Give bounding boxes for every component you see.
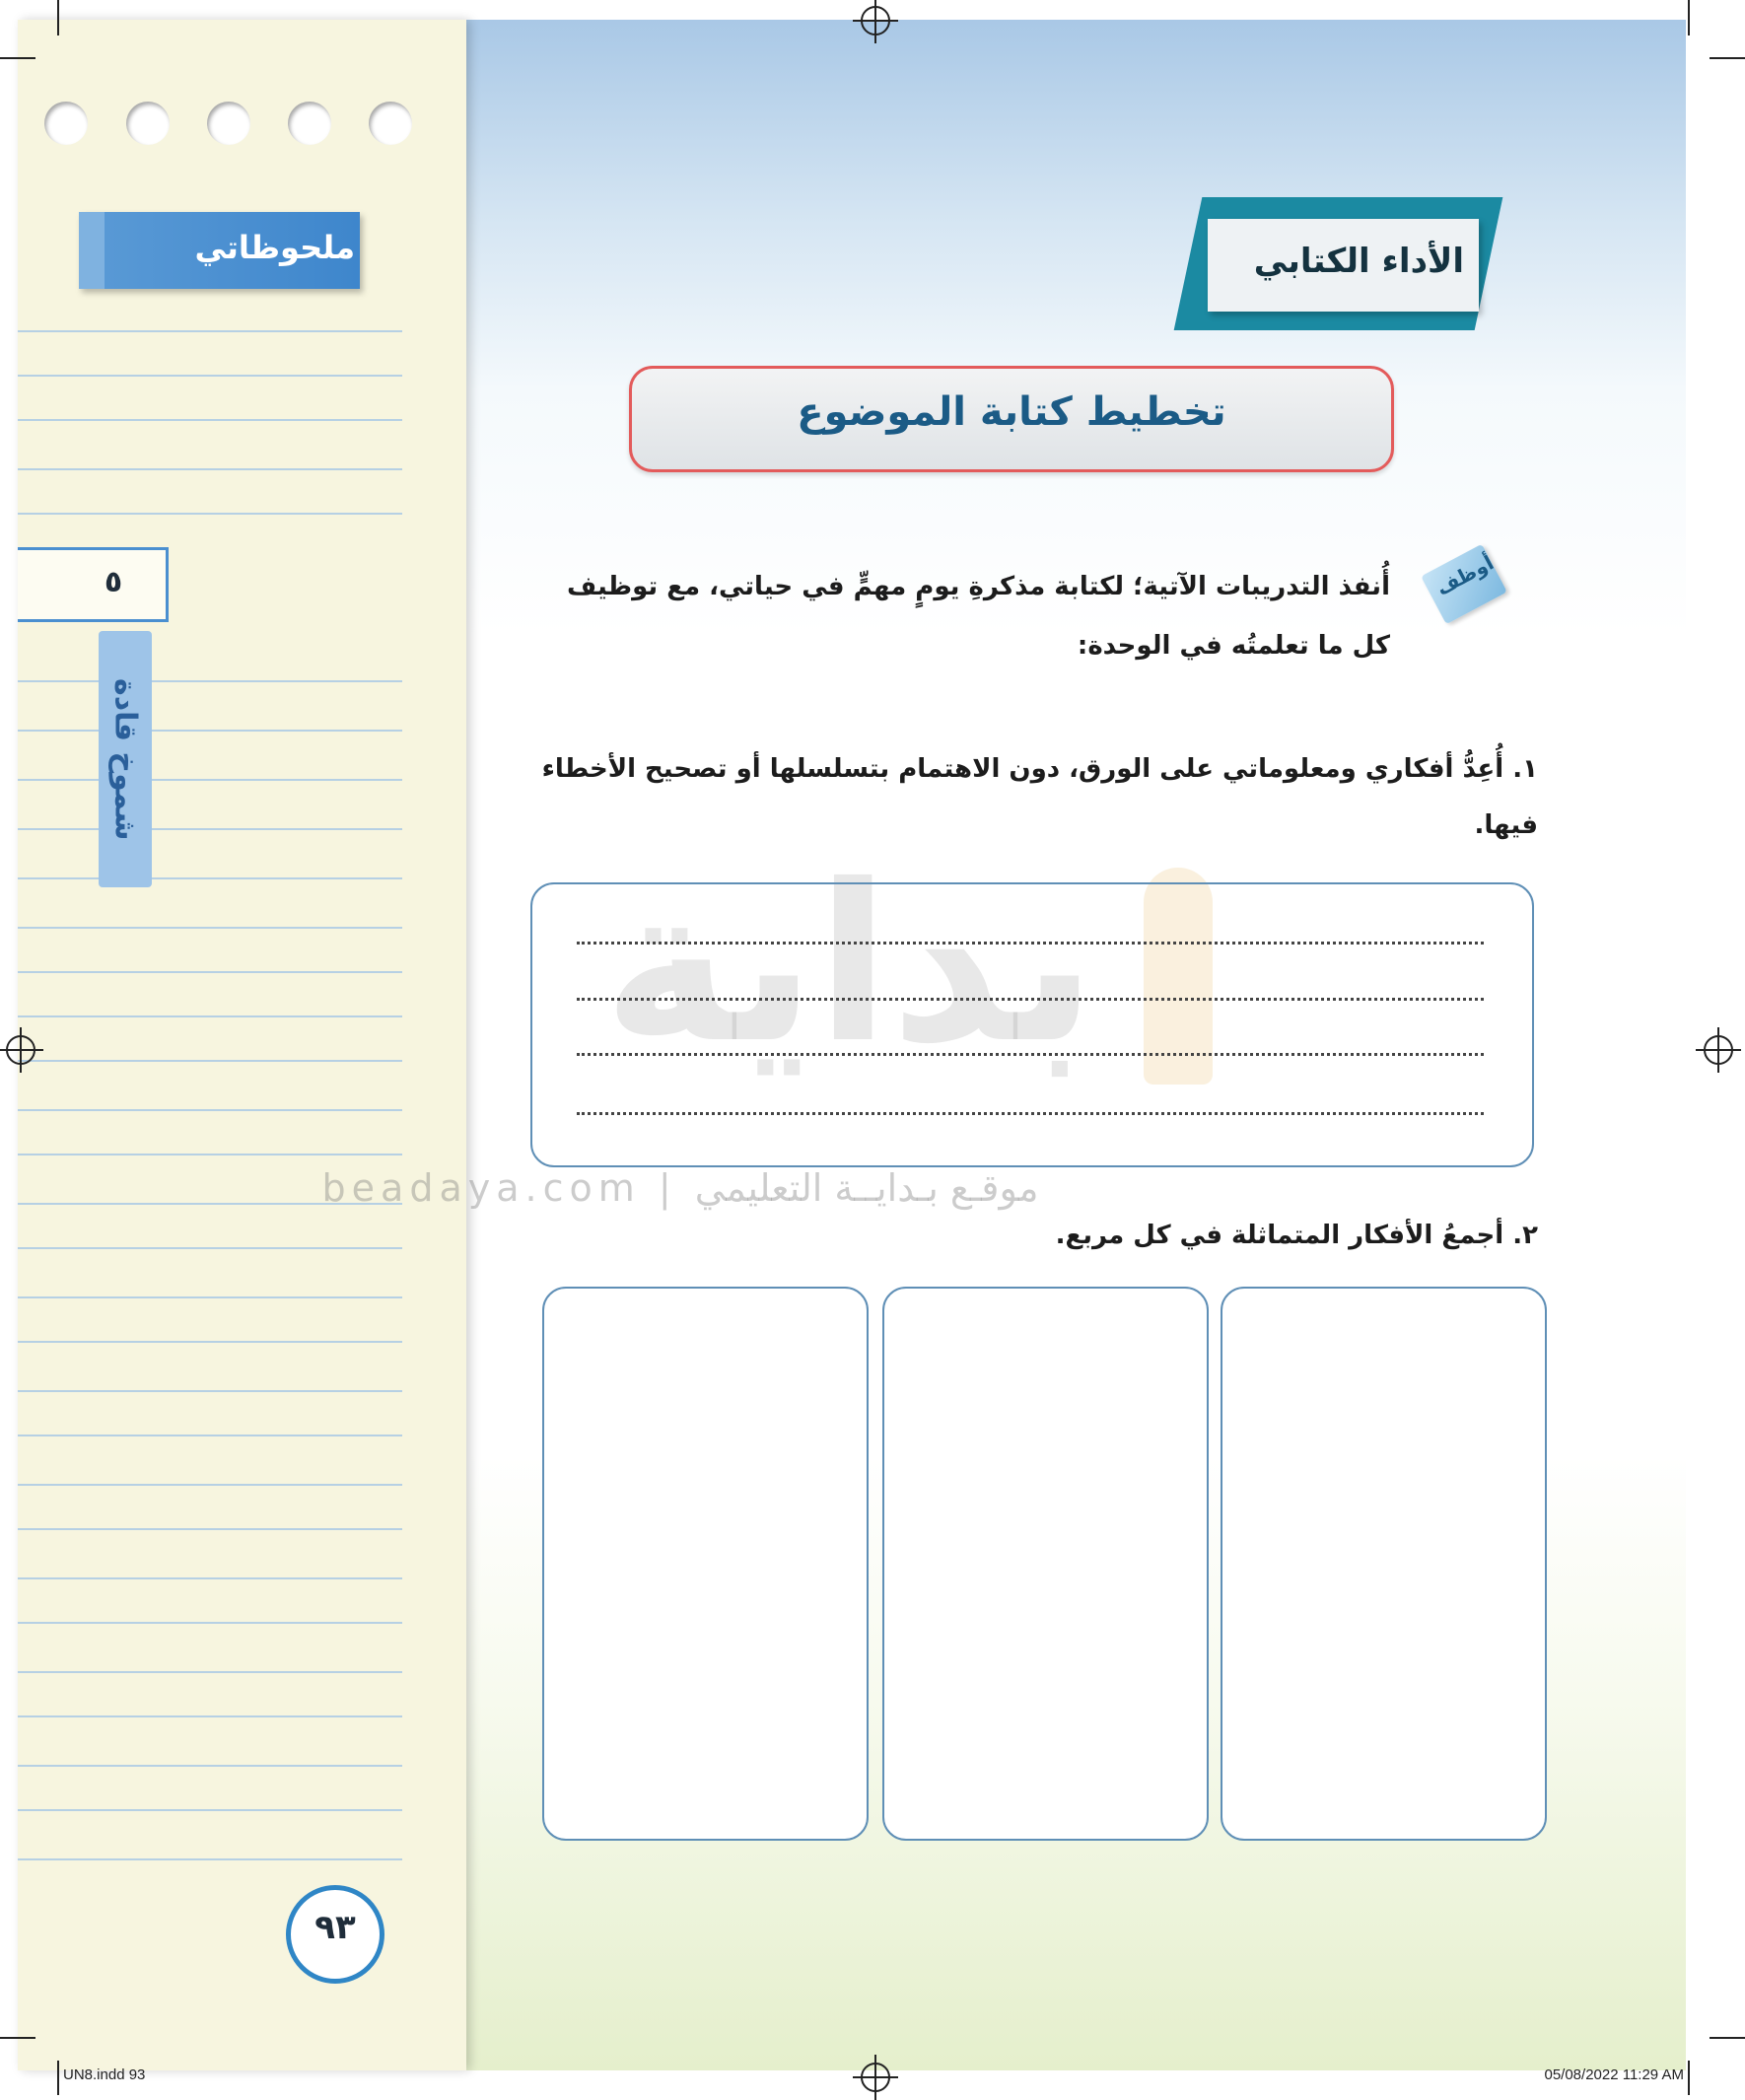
ruled-line (18, 468, 402, 470)
answer-line[interactable] (577, 998, 1484, 1001)
binder-hole (369, 102, 412, 145)
ruled-line (18, 1528, 402, 1530)
ruled-line (18, 1809, 402, 1811)
ruled-line (18, 1390, 402, 1392)
grouping-box-3[interactable] (542, 1287, 869, 1841)
instruction-line-1: أُنفذ التدريبات الآتية؛ لكتابة مذكرةِ يومٍ مهمٍّ في حياتي، مع توظيف (567, 572, 1390, 601)
page-number: ٩٣ (314, 1908, 356, 1947)
ruled-line (18, 1247, 402, 1249)
crop-mark (57, 0, 59, 35)
grouping-box-1[interactable] (1221, 1287, 1547, 1841)
grouping-box-2[interactable] (882, 1287, 1209, 1841)
notes-title: ملحوظاتي (194, 229, 355, 266)
ruled-line (18, 1577, 402, 1579)
ruled-line (18, 1341, 402, 1343)
ruled-line (18, 375, 402, 377)
registration-mark (1704, 1035, 1733, 1065)
ruled-line (18, 513, 402, 515)
binder-hole (288, 102, 331, 145)
registration-mark (861, 6, 890, 35)
watermark-logo: بداية (602, 838, 1097, 1090)
answer-line[interactable] (577, 942, 1484, 945)
crop-mark (1688, 2061, 1690, 2095)
footer-file-name: UN8.indd 93 (63, 2066, 146, 2083)
ruled-line (18, 1484, 402, 1486)
ruled-line (18, 779, 402, 781)
registration-mark (861, 2063, 890, 2092)
answer-box[interactable] (530, 882, 1534, 1167)
notes-tab-stub (79, 212, 105, 289)
question-2-text: ٢. أجمعُ الأفكار المتماثلة في كل مربع. (1055, 1221, 1538, 1250)
answer-line[interactable] (577, 1112, 1484, 1115)
crop-mark (1710, 2037, 1745, 2039)
binder-hole (126, 102, 170, 145)
crop-mark (0, 57, 35, 59)
ruled-line (18, 1154, 402, 1155)
ruled-line (18, 1109, 402, 1111)
answer-line[interactable] (577, 1053, 1484, 1056)
ruled-line (18, 1858, 402, 1860)
ruled-line (18, 1715, 402, 1717)
binder-hole (207, 102, 250, 145)
crop-mark (1688, 0, 1690, 35)
instruction-line-2: كل ما تعلمتُه في الوحدة: (1077, 631, 1390, 661)
lesson-title: تخطيط كتابة الموضوع (797, 389, 1226, 435)
question-1-text-continued: فيها. (1474, 810, 1538, 840)
section-banner-label: الأداء الكتابي (1253, 242, 1464, 281)
crop-mark (0, 2037, 35, 2039)
question-1-text: ١. أُعِدُّ أفكاري ومعلوماتي على الورق، دون الاهتمام بتسلسلها أو تصحيح الأخطاء (541, 754, 1538, 784)
crop-mark (57, 2061, 59, 2095)
unit-number: ٥ (104, 565, 123, 599)
binder-hole (44, 102, 88, 145)
ruled-line (18, 1622, 402, 1624)
footer-timestamp: 05/08/2022 11:29 AM (1544, 2066, 1684, 2083)
ruled-line (18, 680, 402, 682)
ruled-line (18, 1671, 402, 1673)
ruled-line (18, 1435, 402, 1436)
ruled-line (18, 330, 402, 332)
activity-icon-label: أوظف (1431, 550, 1498, 600)
watermark-site: beadaya.com | موقـع بـدايــة التعليمي (321, 1166, 1039, 1210)
ruled-line (18, 828, 402, 830)
ruled-line (18, 1296, 402, 1298)
ruled-line (18, 1765, 402, 1767)
crop-mark (1710, 57, 1745, 59)
unit-name: شموخ قادة (107, 677, 143, 841)
ruled-line (18, 419, 402, 421)
registration-mark (6, 1035, 35, 1065)
ruled-line (18, 730, 402, 732)
